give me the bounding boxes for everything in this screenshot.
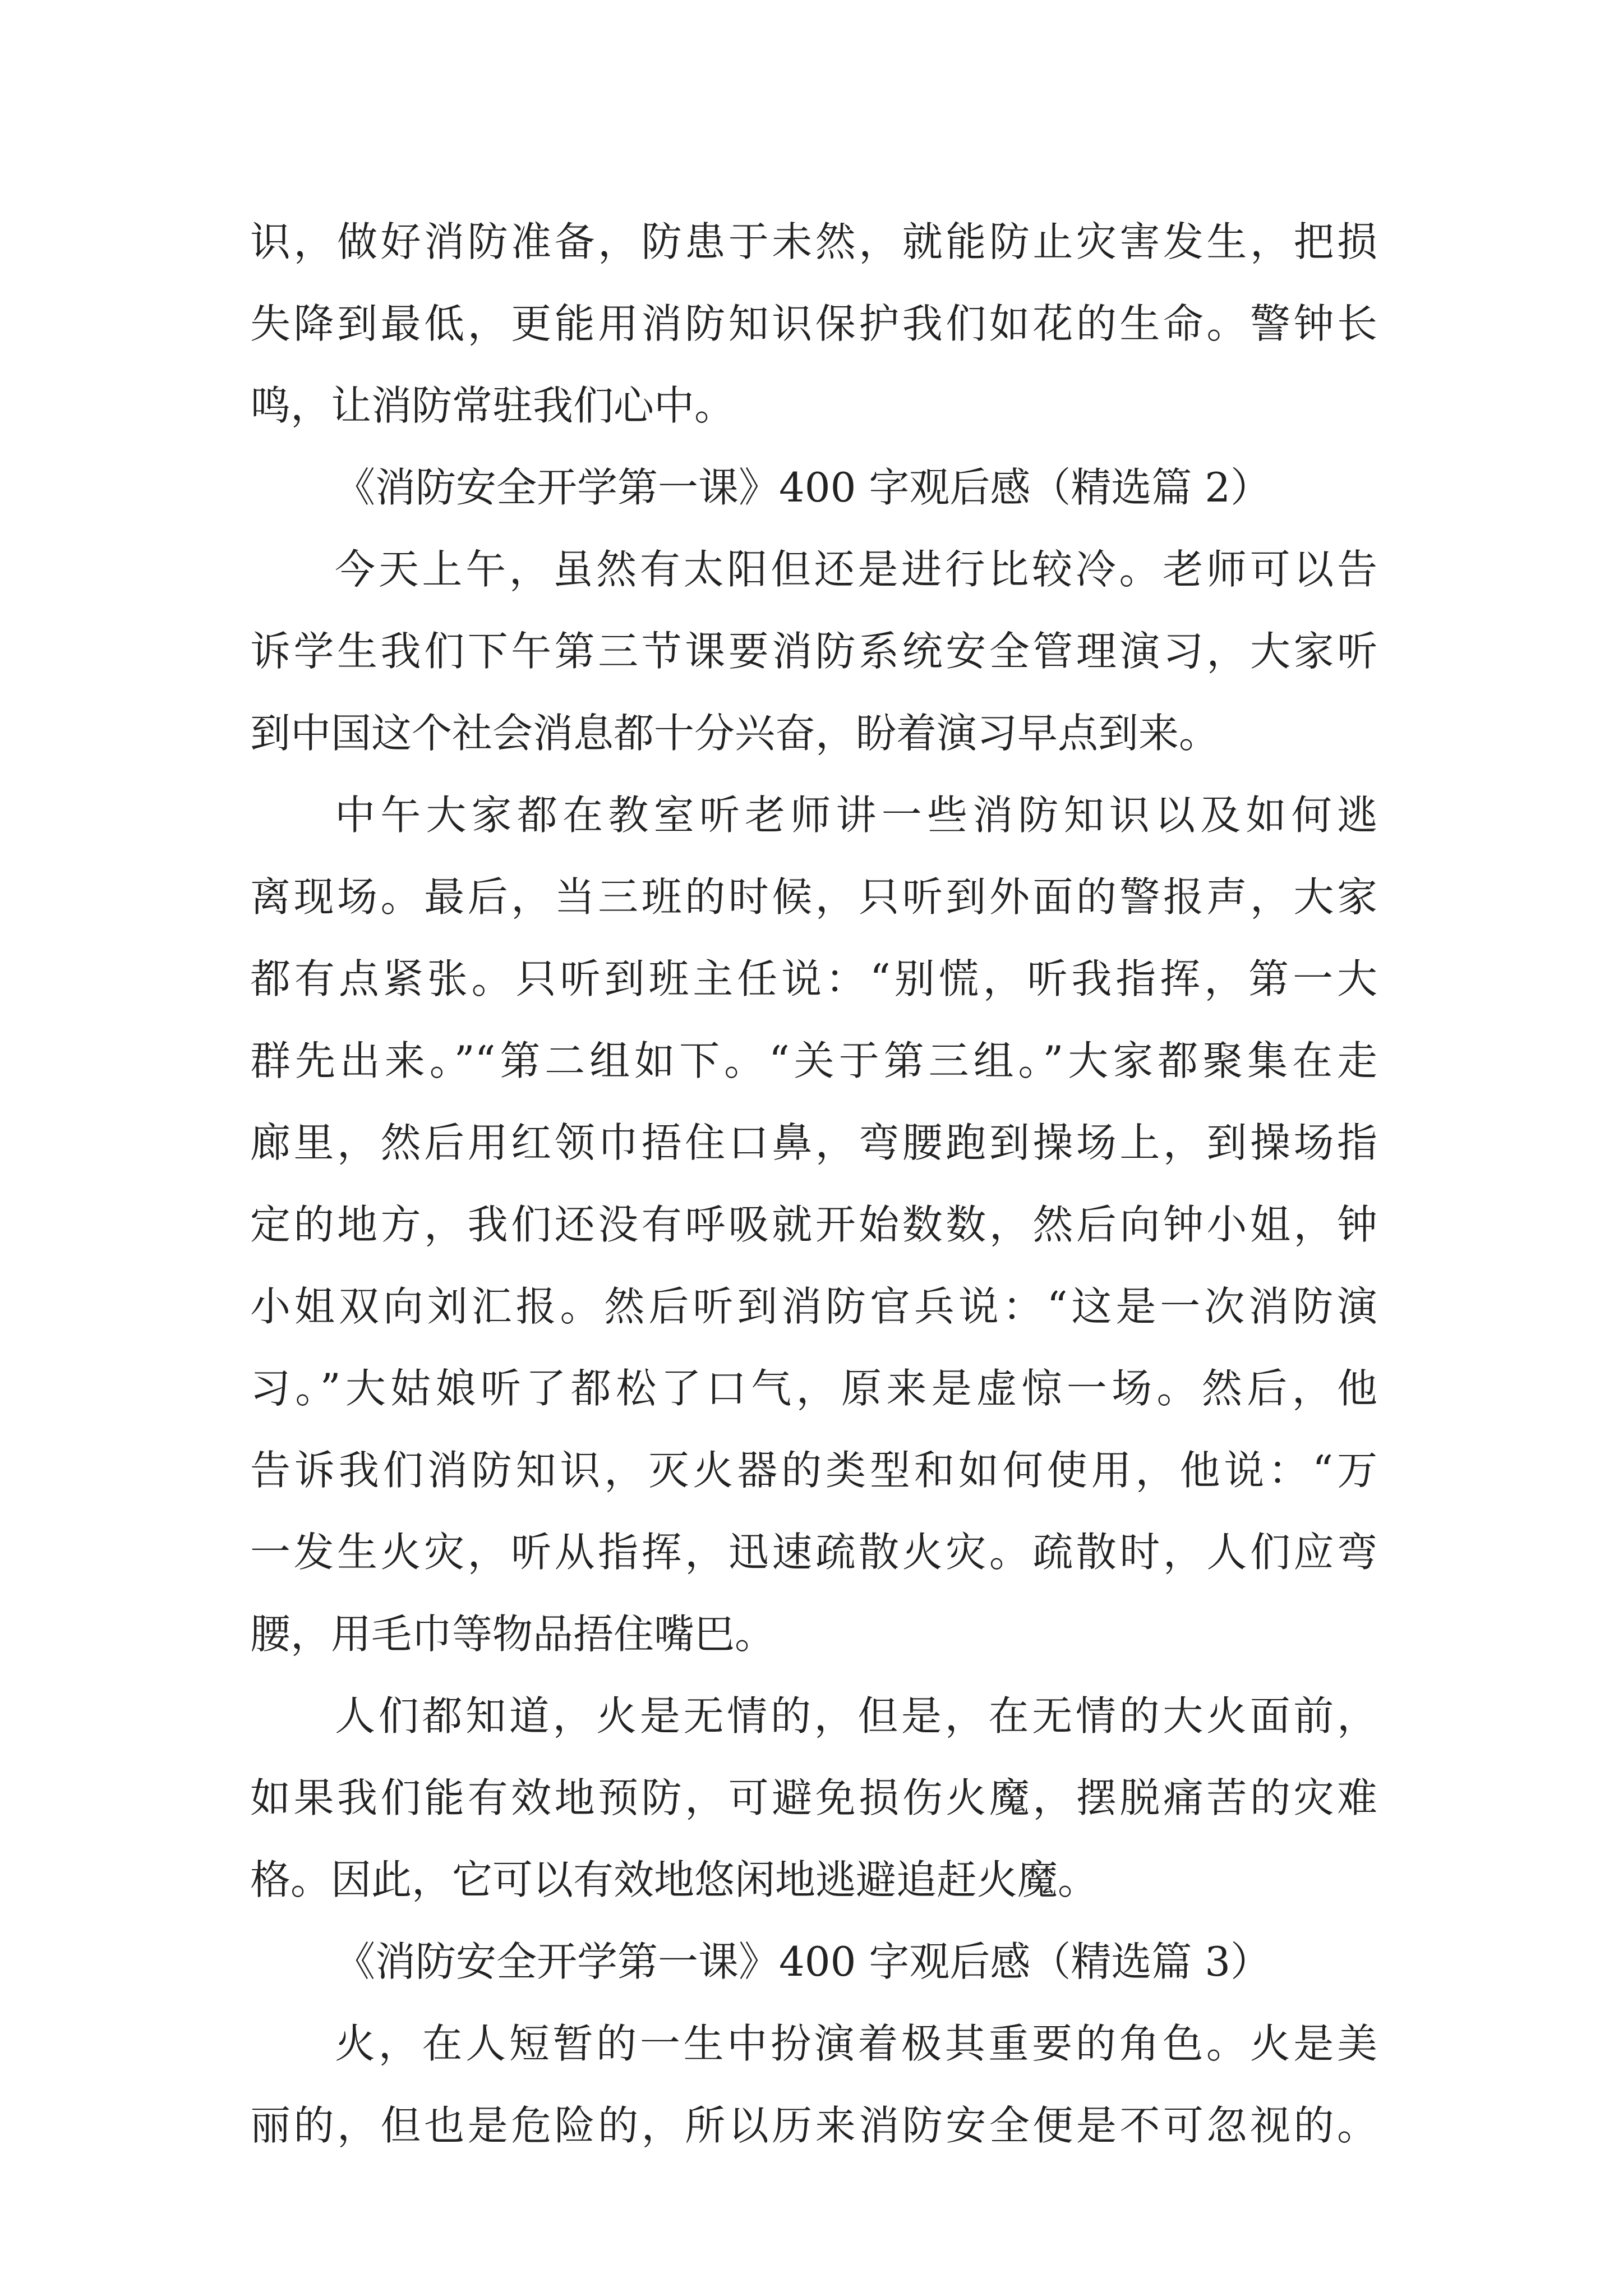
text-line: 诉学生我们下午第三节课要消防系统安全管理演习，大家听 xyxy=(250,628,1377,675)
text-line: 如果我们能有效地预防，可避免损伤火魔，摆脱痛苦的灾难 xyxy=(250,1774,1377,1821)
text-line: 识，做好消防准备，防患于未然，就能防止灾害发生，把损 xyxy=(250,218,1377,265)
text-line: 离现场。最后，当三班的时候，只听到外面的警报声，大家 xyxy=(250,873,1377,921)
text-line: 群先出来。”“第二组如下。“关于第三组。”大家都聚集在走 xyxy=(250,1037,1377,1084)
section-heading: 《消防安全开学第一课》400 字观后感（精选篇 2） xyxy=(335,464,1271,511)
text-line: 腰，用毛巾等物品捂住嘴巴。 xyxy=(250,1611,776,1658)
text-line: 失降到最低，更能用消防知识保护我们如花的生命。警钟长 xyxy=(250,300,1377,347)
text-line: 鸣，让消防常驻我们心中。 xyxy=(250,382,735,429)
text-line: 都有点紧张。只听到班主任说：“别慌，听我指挥，第一大 xyxy=(250,955,1377,1002)
section-heading: 《消防安全开学第一课》400 字观后感（精选篇 3） xyxy=(335,1938,1271,1985)
text-line: 告诉我们消防知识，灭火器的类型和如何使用，他说：“万 xyxy=(250,1447,1377,1494)
text-line: 小姐双向刘汇报。然后听到消防官兵说：“这是一次消防演 xyxy=(250,1283,1377,1330)
paragraph-first-line: 人们都知道，火是无情的，但是，在无情的大火面前， xyxy=(335,1692,1377,1740)
text-line: 一发生火灾，听从指挥，迅速疏散火灾。疏散时，人们应弯 xyxy=(250,1529,1377,1576)
text-line: 到中国这个社会消息都十分兴奋，盼着演习早点到来。 xyxy=(250,710,1220,757)
paragraph-first-line: 今天上午，虽然有太阳但还是进行比较冷。老师可以告 xyxy=(335,546,1377,593)
text-line: 定的地方，我们还没有呼吸就开始数数，然后向钟小姐，钟 xyxy=(250,1201,1377,1248)
text-line: 习。”大姑娘听了都松了口气，原来是虚惊一场。然后，他 xyxy=(250,1365,1377,1412)
text-line: 丽的，但也是危险的，所以历来消防安全便是不可忽视的。 xyxy=(250,2102,1377,2149)
paragraph-first-line: 中午大家都在教室听老师讲一些消防知识以及如何逃 xyxy=(335,792,1377,839)
paragraph-first-line: 火，在人短暂的一生中扮演着极其重要的角色。火是美 xyxy=(335,2020,1377,2067)
document-body xyxy=(250,201,1377,2166)
text-line: 格。因此，它可以有效地悠闲地逃避追赶火魔。 xyxy=(250,1856,1099,1903)
text-line: 廊里，然后用红领巾捂住口鼻，弯腰跑到操场上，到操场指 xyxy=(250,1119,1377,1166)
